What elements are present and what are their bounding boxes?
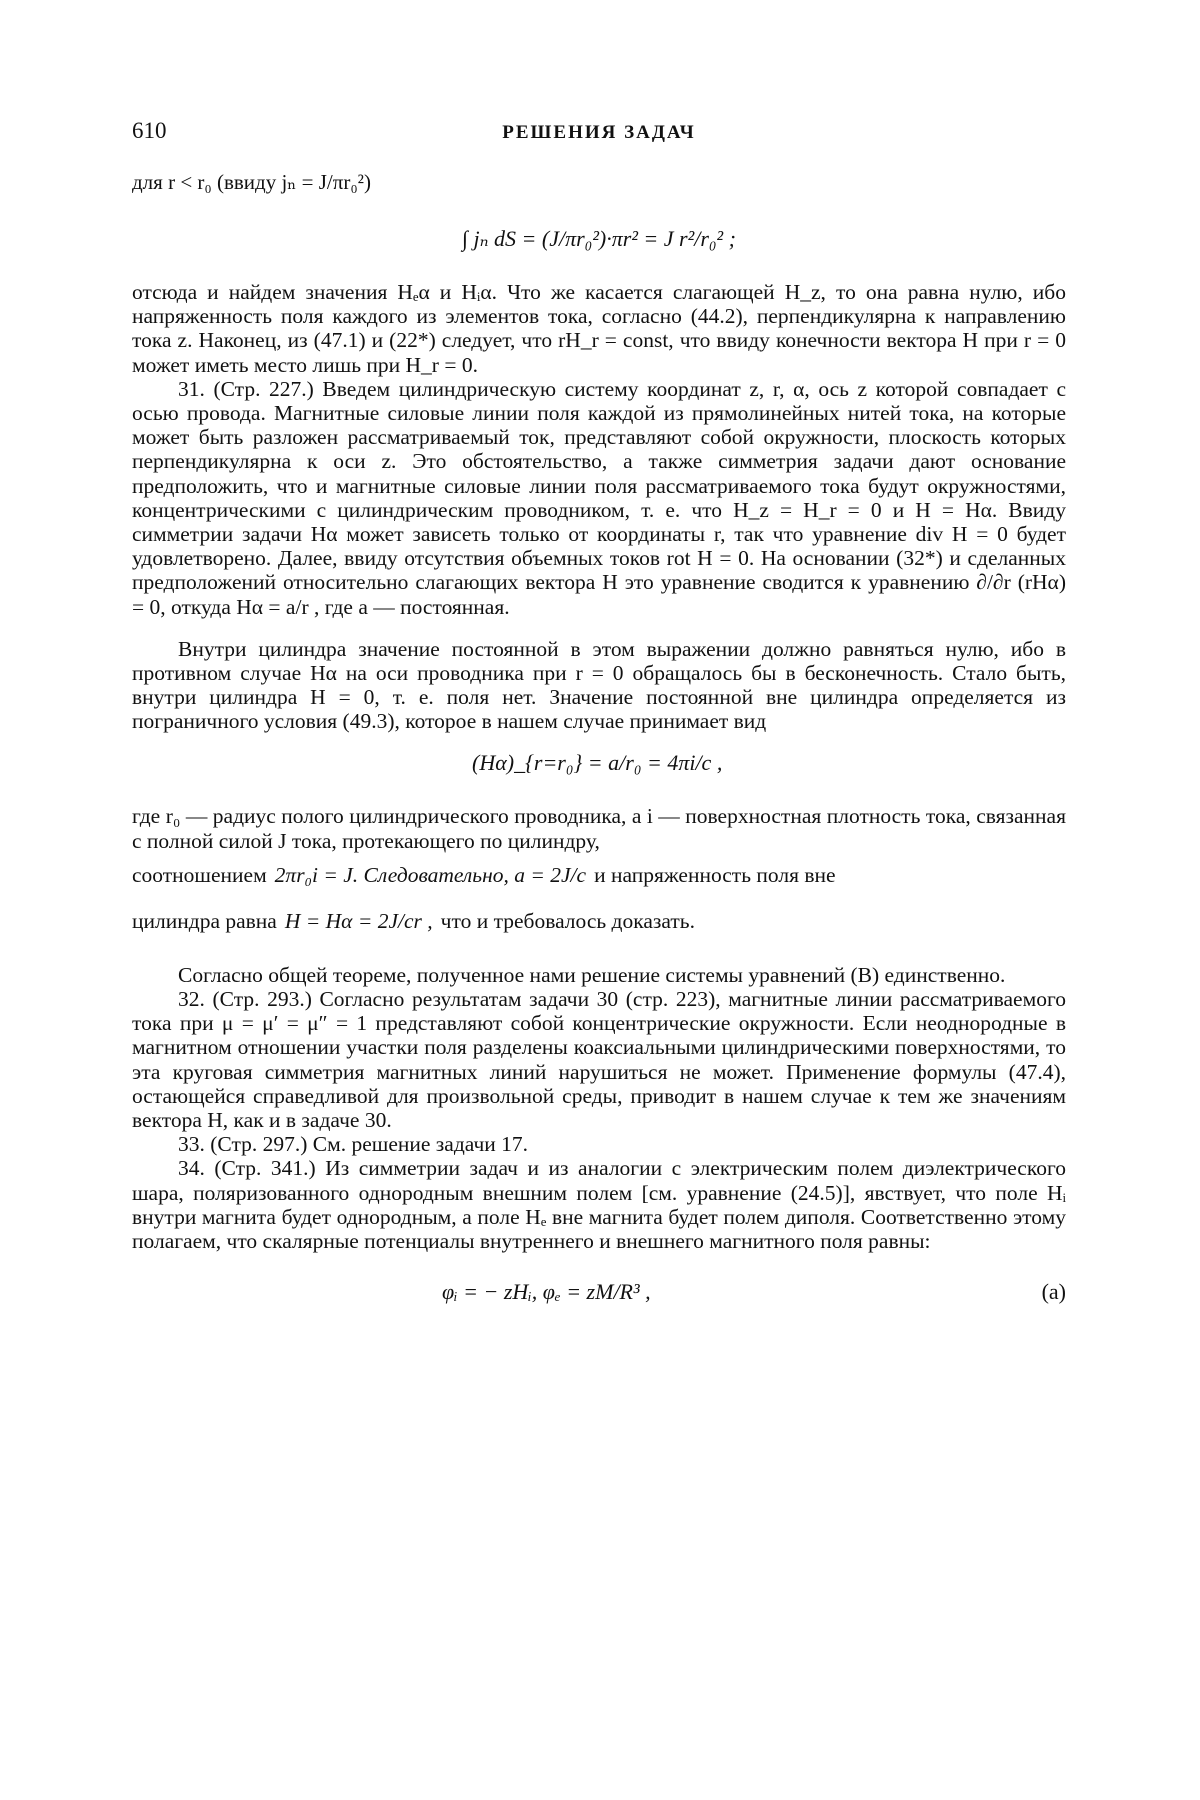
paragraph-continuation: отсюда и найдем значения Hₑα и Hᵢα. Что же касается слагающей H_z, то она равна нулю, ибо напряженность поля каждого из элементов тока, согласно (44.2), перпендикулярна к направлению тока z. Наконец, из (47.1) и (22*) следует, что rH_r = const, что ввиду конечности вектора H при r = 0 может иметь место лишь при H_r = 0. xyxy=(132,280,1066,377)
paragraph-problem-34: 34. (Стр. 341.) Из симметрии задач и из аналогии с электрическим полем диэлектрического шара, поляризованного однородным внешним полем [см. уравнение (24.5)], явствует, что поле Hᵢ внутри магнита будет однородным, а поле Hₑ вне магнита будет полем диполя. Соответственно этому полагаем, что скалярные потенциалы внутреннего и внешнего магнитного поля равны: xyxy=(132,1156,1066,1254)
paragraph-problem-33: 33. (Стр. 297.) См. решение задачи 17. xyxy=(178,1132,529,1157)
relation-suffix: и напряженность поля вне xyxy=(594,863,836,888)
running-title: РЕШЕНИЯ ЗАДАЧ xyxy=(502,122,696,143)
relation-math: 2πr₀i = J. Следовательно, a = 2J/c xyxy=(274,863,587,888)
potentials-formula: φᵢ = − zHᵢ, φₑ = zM/R³ , xyxy=(442,1279,651,1305)
potentials-equation xyxy=(132,1279,1066,1319)
integral-equation: ∫ jₙ dS = (J/πr₀²)·πr² = J r²/r₀² ; xyxy=(462,226,736,251)
equation-tag: (a) xyxy=(1041,1279,1066,1305)
result-line xyxy=(132,899,1066,945)
paragraph-radius: где r₀ — радиус полого цилиндрического проводника, а i — поверхностная плотность тока, связанная с полной силой J тока, протекающего по цилиндру, xyxy=(132,804,1066,853)
page-header xyxy=(132,118,1066,148)
result-prefix: цилиндра равна xyxy=(132,909,277,934)
relation-prefix: соотношением xyxy=(132,863,267,888)
paragraph-problem-31: 31. (Стр. 227.) Введем цилиндрическую систему координат z, r, α, ось z которой совпадает с осью провода. Магнитные силовые линии поля каждой из прямолинейных нитей тока, на которые может быть разложен рассматриваемый ток, представляют собой окружности, плоскость которых перпендикулярна к оси z. Это обстоятельство, а также симметрия задачи дают основание предположить, что и магнитные силовые линии поля рассматриваемого тока будут окружностями, концентрическими с цилиндрическим проводником, т. е. что H_z = H_r = 0 и H = Hα. Ввиду симметрии задачи Hα может зависеть только от координаты r, так что уравнение div H = 0 будет удовлетворено. Далее, ввиду отсутствия объемных токов rot H = 0. На основании (32*) и сделанных предположений относительно слагающих вектора H это уравнение сводится к уравнению ∂/∂r (rHα) = 0, откуда Hα = a/r , где a — постоянная. xyxy=(132,376,1066,619)
document-page xyxy=(132,118,1066,1319)
result-math: H = Hα = 2J/cr , xyxy=(284,909,433,934)
result-suffix: что и требовалось доказать. xyxy=(440,909,695,934)
paragraph-inside-cylinder: Внутри цилиндра значение постоянной в этом выражении должно равняться нулю, ибо в противном случае Hα на оси проводника при r = 0 обращалось бы в бесконечность. Стало быть, внутри цилиндра H = 0, т. е. поля нет. Значение постоянной вне цилиндра определяется из пограничного условия (49.3), которое в нашем случае принимает вид xyxy=(132,636,1066,734)
relation-line xyxy=(132,853,1066,899)
condition-line: для r < r₀ (ввиду jₙ = J/πr₀²) xyxy=(132,170,371,194)
boundary-equation: (Hα)_{r=r₀} = a/r₀ = 4πi/c , xyxy=(472,749,723,775)
paragraph-uniqueness: Согласно общей теореме, полученное нами решение системы уравнений (B) единственно. xyxy=(178,962,1006,987)
page-number: 610 xyxy=(132,118,167,143)
paragraph-problem-32: 32. (Стр. 293.) Согласно результатам задачи 30 (стр. 223), магнитные линии рассматриваемого тока при μ = μ′ = μ″ = 1 представляют собой концентрические окружности. Если неоднородные в магнитном отношении участки поля разделены коаксиальными цилиндрическими поверхностями, то эта круговая симметрия магнитных линий нарушиться не может. Применение формулы (47.4), остающейся справедливой для произвольной среды, приводит в нашем случае к тем же значениям вектора H, как и в задаче 30. xyxy=(132,987,1066,1133)
